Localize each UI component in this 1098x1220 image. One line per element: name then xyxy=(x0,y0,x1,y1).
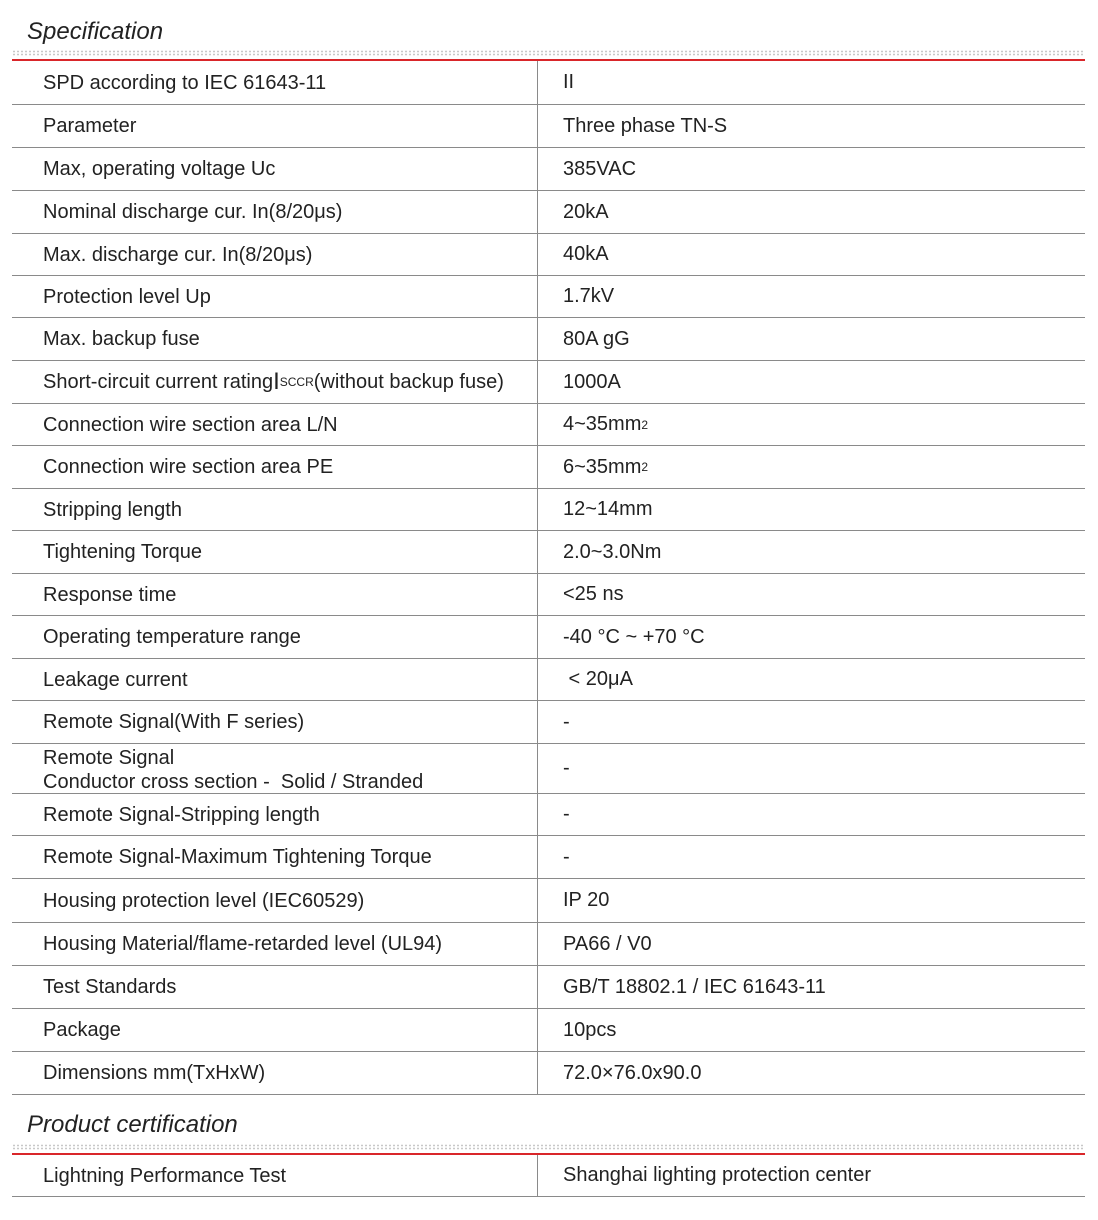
table-row xyxy=(12,701,1085,744)
table-row xyxy=(12,489,1085,531)
table-row xyxy=(12,744,1085,794)
row-value: 10pcs xyxy=(563,1018,617,1041)
row-value: 2.0~3.0Nm xyxy=(563,540,662,563)
row-label: Test Standards xyxy=(43,976,177,998)
value-text: 4~35mm xyxy=(563,413,642,435)
column-divider xyxy=(537,1052,538,1094)
column-divider xyxy=(537,794,538,835)
row-label: Operating temperature range xyxy=(43,626,301,648)
table-row xyxy=(12,794,1085,836)
column-divider xyxy=(537,404,538,445)
table-row xyxy=(12,574,1085,616)
table-row xyxy=(12,659,1085,701)
row-value: -40 °C ~ +70 °C xyxy=(563,625,705,648)
row-value: 1000A xyxy=(563,370,621,393)
row-value: 20kA xyxy=(563,200,609,223)
row-label: Remote Signal-Maximum Tightening Torque xyxy=(43,846,432,868)
column-divider xyxy=(537,1009,538,1051)
label-line-2: Conductor cross section - Solid / Stranded xyxy=(43,770,424,793)
row-value: Shanghai lighting protection center xyxy=(563,1164,871,1186)
row-label: Remote Signal-Stripping length xyxy=(43,803,320,826)
row-label: Lightning Performance Test xyxy=(43,1164,287,1187)
value-text: 6~35mm xyxy=(563,455,642,478)
row-label: Max. discharge cur. In(8/20μs) xyxy=(43,243,313,266)
column-divider xyxy=(537,531,538,573)
spec-dotted-rule xyxy=(12,50,1085,56)
row-label: Package xyxy=(43,1019,121,1041)
row-label: Housing protection level (IEC60529) xyxy=(43,889,365,912)
row-value: 1.7kV xyxy=(563,285,615,307)
row-value: Three phase TN-S xyxy=(563,114,728,137)
column-divider xyxy=(537,836,538,878)
row-value: IP 20 xyxy=(563,889,610,911)
row-value: 72.0×76.0x90.0 xyxy=(563,1061,702,1084)
row-label: Tightening Torque xyxy=(43,541,203,563)
multiline-label xyxy=(43,744,423,794)
row-value: <25 ns xyxy=(563,583,624,605)
column-divider xyxy=(537,361,538,403)
value-superscript: 2 xyxy=(641,417,649,432)
row-value: - xyxy=(563,845,570,868)
table-row xyxy=(12,234,1085,276)
cert-section-title: Product certification xyxy=(27,1111,238,1138)
sccr-subscript: SCCR xyxy=(279,375,314,389)
row-label: Parameter xyxy=(43,115,137,137)
column-divider xyxy=(537,966,538,1008)
row-value: - xyxy=(563,803,570,825)
table-row xyxy=(12,318,1085,361)
table-row xyxy=(12,361,1085,404)
table-row xyxy=(12,148,1085,191)
row-value: < 20μA xyxy=(563,668,633,690)
row-label: Dimensions mm(TxHxW) xyxy=(43,1062,266,1084)
row-value: 80A gG xyxy=(563,327,630,350)
column-divider xyxy=(537,923,538,965)
column-divider xyxy=(537,276,538,317)
column-divider xyxy=(537,191,538,233)
row-label: Max. backup fuse xyxy=(43,328,200,350)
row-value: 40kA xyxy=(563,243,609,265)
row-value: 385VAC xyxy=(563,157,637,180)
row-label: Stripping length xyxy=(43,498,182,521)
row-label: Leakage current xyxy=(43,668,188,691)
row-value: PA66 / V0 xyxy=(563,932,652,955)
row-value: II xyxy=(563,71,575,93)
spec-section-title: Specification xyxy=(27,18,164,45)
label-line-1: Remote Signal xyxy=(43,746,175,769)
column-divider xyxy=(537,105,538,147)
row-value: 12~14mm xyxy=(563,498,653,520)
row-label: Nominal discharge cur. In(8/20μs) xyxy=(43,201,343,223)
table-row xyxy=(12,531,1085,574)
table-row xyxy=(12,276,1085,318)
row-label: SPD according to IEC 61643-11 xyxy=(43,71,327,94)
row-label: Response time xyxy=(43,583,177,606)
row-label: Connection wire section area PE xyxy=(43,456,334,478)
label-prefix: Short-circuit current rating xyxy=(43,371,274,393)
column-divider xyxy=(537,879,538,922)
row-label: Remote Signal(With F series) xyxy=(43,711,305,733)
column-divider xyxy=(537,744,538,793)
column-divider xyxy=(537,574,538,615)
column-divider xyxy=(537,446,538,488)
row-value: - xyxy=(563,710,570,733)
table-row xyxy=(12,446,1085,489)
table-row xyxy=(12,404,1085,446)
row-value xyxy=(563,446,1085,488)
table-row xyxy=(12,923,1085,966)
column-divider xyxy=(537,148,538,190)
table-row xyxy=(12,879,1085,923)
column-divider xyxy=(537,616,538,658)
row-value: GB/T 18802.1 / IEC 61643-11 xyxy=(563,975,826,998)
column-divider xyxy=(537,1155,538,1196)
table-row xyxy=(12,966,1085,1009)
table-row xyxy=(12,1009,1085,1052)
table-row xyxy=(12,105,1085,148)
value-superscript: 2 xyxy=(641,460,649,474)
row-label xyxy=(43,361,525,403)
row-label: Protection level Up xyxy=(43,285,211,308)
row-label: Max, operating voltage Uc xyxy=(43,158,276,180)
column-divider xyxy=(537,701,538,743)
table-row xyxy=(12,1155,1085,1197)
row-label: Connection wire section area L/N xyxy=(43,413,338,436)
table-row xyxy=(12,616,1085,659)
table-row xyxy=(12,191,1085,234)
column-divider xyxy=(537,659,538,700)
current-symbol: I xyxy=(273,368,280,395)
table-row xyxy=(12,1052,1085,1095)
column-divider xyxy=(537,61,538,104)
table-row xyxy=(12,836,1085,879)
column-divider xyxy=(537,318,538,360)
column-divider xyxy=(537,234,538,275)
column-divider xyxy=(537,489,538,530)
row-label xyxy=(43,744,525,793)
label-suffix: (without backup fuse) xyxy=(313,371,504,393)
row-label: Housing Material/flame-retarded level (UL94) xyxy=(43,933,443,955)
cert-dotted-rule xyxy=(12,1144,1085,1150)
row-value xyxy=(563,404,1085,445)
table-row xyxy=(12,61,1085,105)
row-value: - xyxy=(563,757,570,779)
